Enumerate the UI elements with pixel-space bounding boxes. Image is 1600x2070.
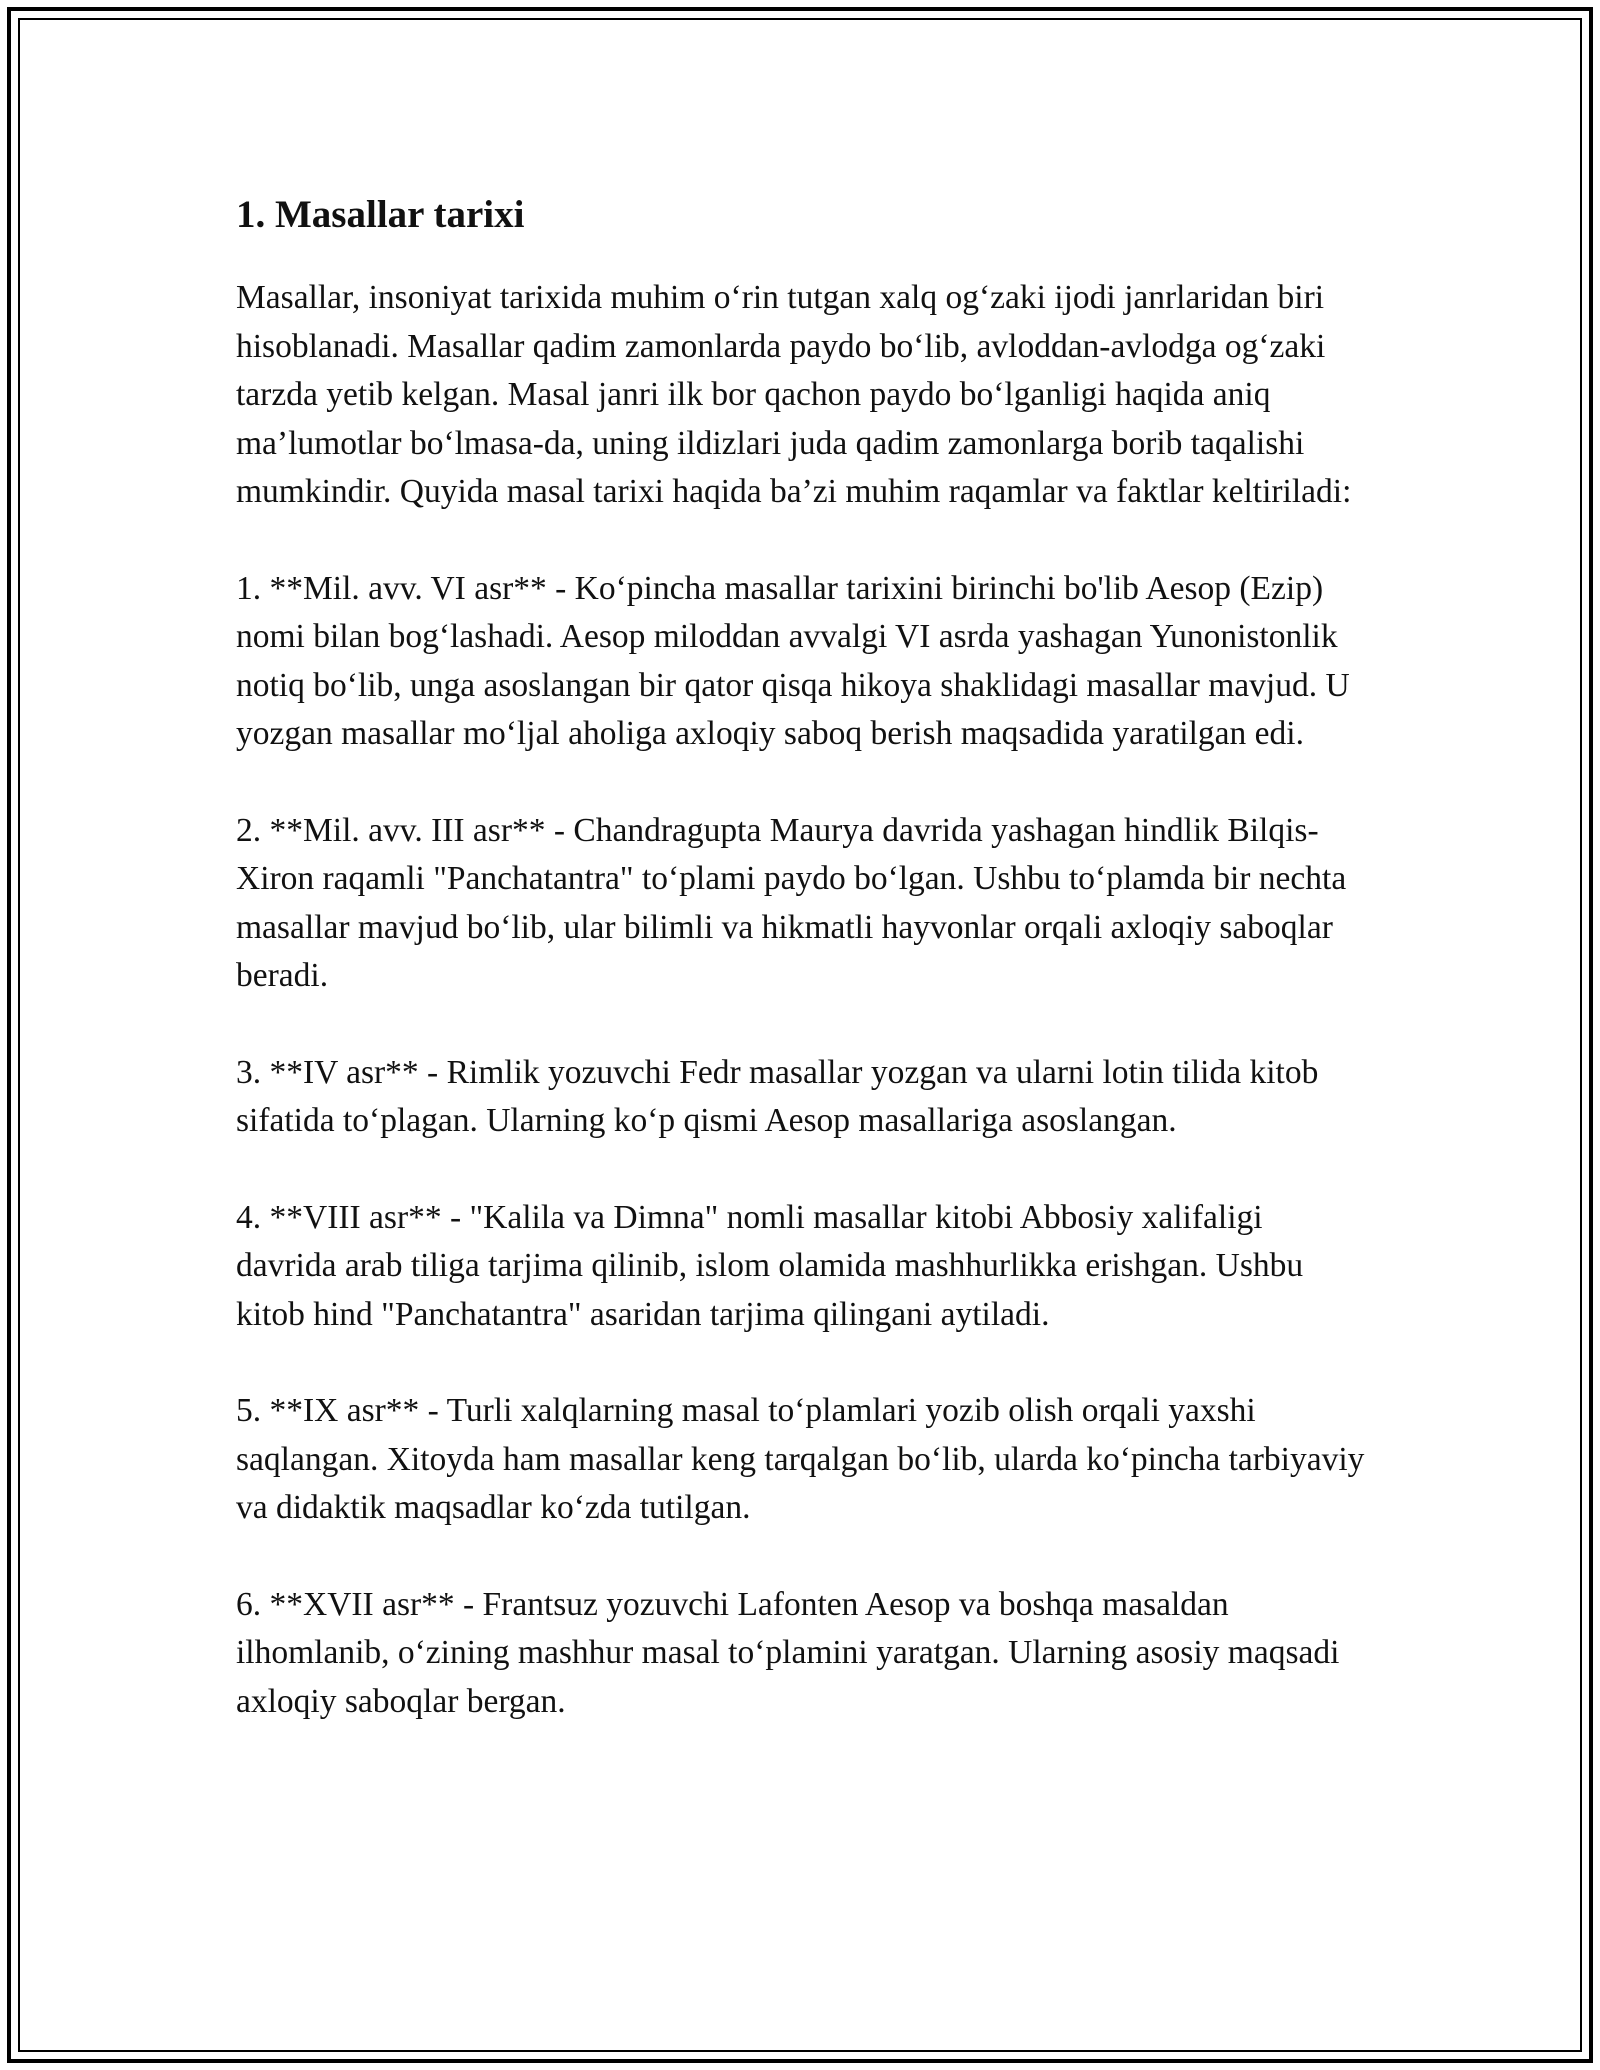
list-item: 6. **XVII asr** - Frantsuz yozuvchi Lafonten Aesop va boshqa masaldan ilhomlanib, o‘zining mashhur masal to‘plamini yaratgan. Ularning asosiy maqsadi axloqiy saboqlar bergan.	[236, 1585, 1340, 1720]
list-item: 1. **Mil. avv. VI asr** - Ko‘pincha masallar tarixini birinchi bo'lib Aesop (Ezip) nomi bilan bog‘lashadi. Aesop miloddan avvalgi VI asrda yashagan Yunonistonlik notiq bo‘lib, unga asoslangan bir qator qisqa hikoya shaklidagi masallar mavjud. U yozgan masallar mo‘ljal aholiga axloqiy saboq berish maqsadida yaratilgan edi.	[236, 569, 1350, 752]
list-item: 3. **IV asr** - Rimlik yozuvchi Fedr masallar yozgan va ularni lotin tilida kitob sifatida to‘plagan. Ularning ko‘p qismi Aesop masallariga asoslangan.	[236, 1053, 1319, 1139]
section-title: 1. Masallar tarixi	[236, 193, 525, 236]
intro-paragraph: Masallar, insoniyat tarixida muhim o‘rin tutgan xalq og‘zaki ijodi janrlaridan biri hisoblanadi. Masallar qadim zamonlarda paydo bo‘lib, avloddan-avlodga og‘zaki tarzda yetib kelgan. Masal janri ilk bor qachon paydo bo‘lganligi haqida aniq ma’lumotlar bo‘lmasa-da, uning ildizlari juda qadim zamonlarga borib taqalishi mumkindir. Quyida masal tarixi haqida ba’zi muhim raqamlar va faktlar keltiriladi:	[236, 279, 1352, 510]
document-page	[236, 188, 1366, 1774]
list-item: 5. **IX asr** - Turli xalqlarning masal to‘plamlari yozib olish orqali yaxshi saqlangan. Xitoyda ham masallar keng tarqalgan bo‘lib, ularda ko‘pincha tarbiyaviy va didaktik maqsadlar ko‘zda tutilgan.	[236, 1392, 1365, 1526]
history-list	[236, 565, 1366, 1727]
list-item: 2. **Mil. avv. III asr** - Chandragupta Maurya davrida yashagan hindlik Bilqis-Xiron raqamli "Panchatantra" to‘plami paydo bo‘lgan. Ushbu to‘plamda bir nechta masallar mavjud bo‘lib, ular bilimli va hikmatli hayvonlar orqali axloqiy saboqlar beradi.	[236, 811, 1347, 994]
list-item: 4. **VIII asr** - "Kalila va Dimna" nomli masallar kitobi Abbosiy xalifaligi davrida arab tiliga tarjima qilinib, islom olamida mashhurlikka erishgan. Ushbu kitob hind "Panchatantra" asaridan tarjima qilingani aytiladi.	[236, 1198, 1304, 1333]
